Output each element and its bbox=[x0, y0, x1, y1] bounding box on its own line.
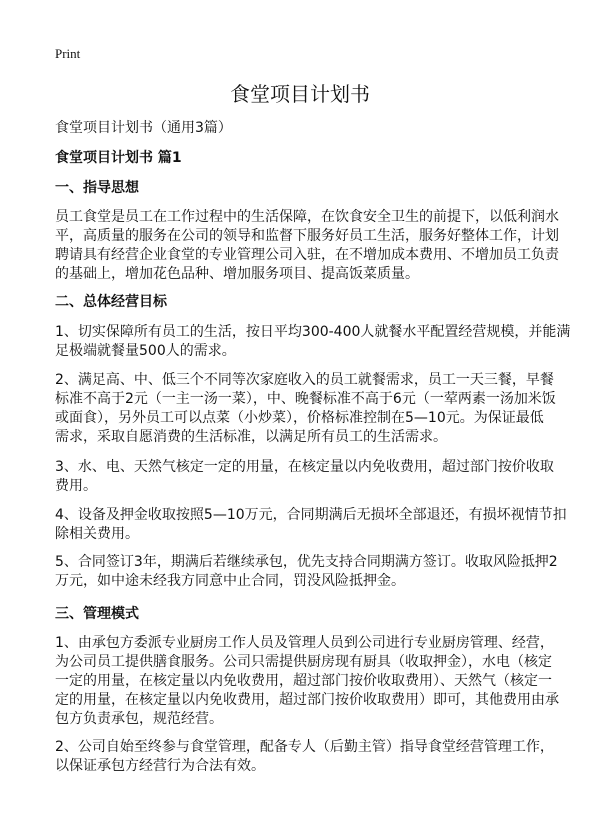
document-title: 食堂项目计划书 bbox=[230, 82, 370, 106]
paragraph bbox=[55, 323, 570, 361]
paragraph-line: 费用。 bbox=[55, 478, 97, 494]
paragraph-line: 员工食堂是员工在工作过程中的生活保障，在饮食安全卫生的前提下，以低利润水 bbox=[55, 209, 559, 225]
paragraph-line: 2、公司自始至终参与食堂管理，配备专人（后勤主管）指导食堂经营管理工作， bbox=[55, 739, 554, 755]
paragraph-line: 定的用量，在核定量以内免收费用，超过部门按价收取费用）即可，其他费用由承 bbox=[55, 692, 559, 708]
subtitle: 食堂项目计划书（通用3篇） bbox=[55, 120, 232, 136]
paragraph-line: 足极端就餐量500人的需求。 bbox=[55, 343, 236, 359]
paragraph-line: 或面食），另外员工可以点菜（小炒菜），价格标准控制在5—10元。为保证最低 bbox=[55, 410, 544, 426]
paragraph-line: 除相关费用。 bbox=[55, 526, 139, 542]
print-label[interactable]: Print bbox=[55, 46, 81, 61]
paragraph-line: 1、由承包方委派专业厨房工作人员及管理人员到公司进行专业厨房管理、经营， bbox=[55, 635, 554, 651]
paragraph-line: 聘请具有经营企业食堂的专业管理公司入驻，在不增加成本费用、不增加员工负责 bbox=[55, 247, 559, 263]
paragraph bbox=[55, 371, 556, 447]
paragraph-line: 1、切实保障所有员工的生活，按日平均300-400人就餐水平配置经营规模，并能满 bbox=[55, 324, 571, 340]
paragraph bbox=[55, 458, 554, 496]
paragraph-line: 包方负责承包，规范经营。 bbox=[55, 711, 223, 727]
paragraph-line: 的基础上，增加花色品种、增加服务项目、提高饭菜质量。 bbox=[55, 266, 419, 282]
section-heading: 一、指导思想 bbox=[55, 180, 139, 196]
paragraph bbox=[55, 738, 554, 776]
paragraph-line: 需求，采取自愿消费的生活标准，以满足所有员工的生活需求。 bbox=[55, 429, 447, 445]
paragraph-line: 以保证承包方经营行为合法有效。 bbox=[55, 758, 265, 774]
part-heading: 食堂项目计划书 篇1 bbox=[55, 150, 182, 166]
paragraph-line: 一定的用量，在核定量以内免收费用，超过部门按价收取费用）、天然气（核定一 bbox=[55, 673, 552, 689]
paragraph bbox=[55, 506, 567, 544]
section-heading: 二、总体经营目标 bbox=[55, 294, 167, 310]
paragraph-line: 万元，如中途未经我方同意中止合同，罚没风险抵押金。 bbox=[55, 573, 405, 589]
paragraph-line: 3、水、电、天然气核定一定的用量，在核定量以内免收费用，超过部门按价收取 bbox=[55, 459, 554, 475]
paragraph-line: 4、设备及押金收取按照5—10万元，合同期满后无损坏全部退还，有损坏视情节扣 bbox=[55, 507, 567, 523]
paragraph bbox=[55, 553, 558, 591]
paragraph bbox=[55, 208, 559, 284]
paragraph-line: 2、满足高、中、低三个不同等次家庭收入的员工就餐需求，员工一天三餐，早餐 bbox=[55, 372, 554, 388]
paragraph-line: 平，高质量的服务在公司的领导和监督下服务好员工生活，服务好整体工作，计划 bbox=[55, 228, 559, 244]
section-heading: 三、管理模式 bbox=[55, 606, 139, 622]
paragraph bbox=[55, 634, 559, 729]
paragraph-line: 5、合同签订3年，期满后若继续承包，优先支持合同期满方签订。收取风险抵押2 bbox=[55, 554, 558, 570]
paragraph-line: 标准不高于2元（一主一汤一菜），中、晚餐标准不高于6元（一荤两素一汤加米饭 bbox=[55, 391, 556, 407]
paragraph-line: 为公司员工提供膳食服务。公司只需提供厨房现有厨具（收取押金），水电（核定 bbox=[55, 654, 552, 670]
